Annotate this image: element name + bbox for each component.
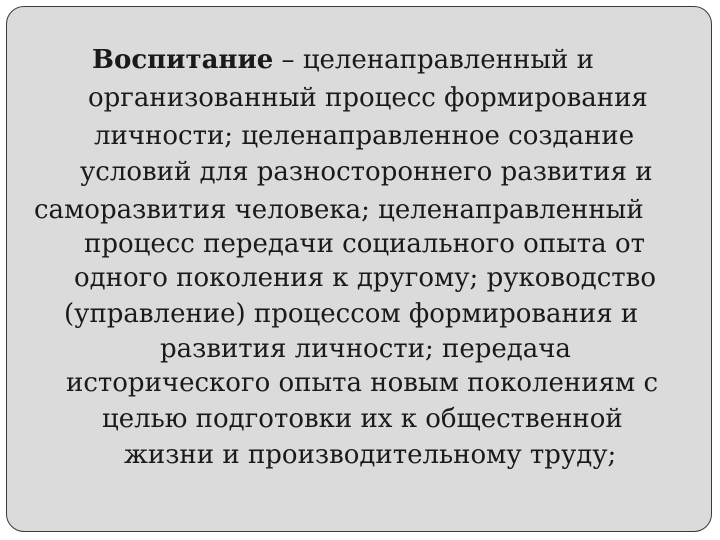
definition-line-12: жизни и производительному труду;	[124, 440, 617, 470]
definition-line-11: целью подготовки их к общественной	[102, 404, 623, 434]
definition-term: Воспитание	[92, 45, 274, 75]
definition-line-9: развития личности; передача	[160, 334, 571, 364]
definition-line-5: саморазвития человека; целенаправленный	[34, 195, 644, 225]
definition-line-2: организованный процесс формирования	[88, 83, 648, 113]
definition-line-6: процесс передачи социального опыта от	[84, 229, 645, 259]
definition-line-3: личности; целенаправленное создание	[94, 121, 635, 151]
definition-line-7: одного поколения к другому; руководство	[74, 263, 656, 293]
definition-line-8: (управление) процессом формирования и	[64, 299, 639, 329]
definition-line-4: условий для разностороннего развития и	[80, 157, 653, 187]
definition-line-1-text: целенаправленный и	[302, 45, 594, 75]
definition-line-1	[92, 45, 594, 75]
definition-dash: –	[273, 45, 303, 75]
definition-line-10: исторического опыта новым поколениям с	[66, 368, 659, 398]
